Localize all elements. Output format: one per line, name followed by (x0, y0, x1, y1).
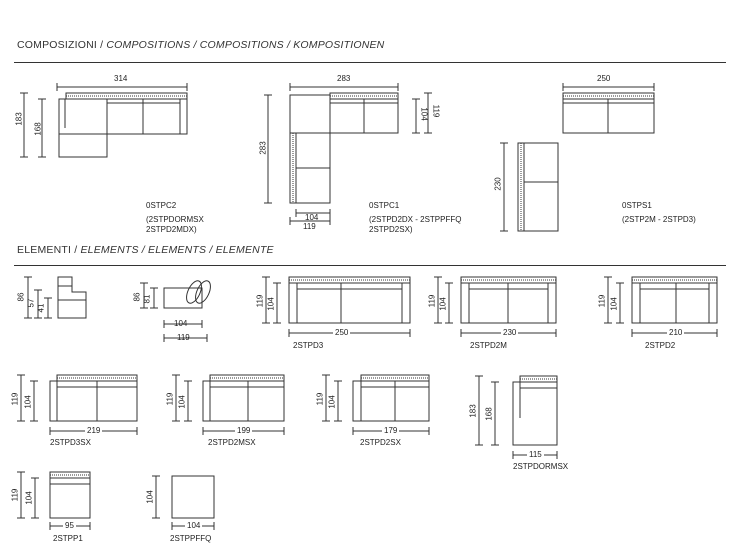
el6-width: 219 (87, 426, 101, 435)
el8-code: 2STPD2SX (360, 438, 401, 447)
el9-code: 2STPDORMSX (513, 462, 569, 471)
el10-width: 95 (65, 521, 74, 530)
el8-h-outer: 119 (315, 392, 325, 406)
el3-h-inner: 104 (266, 297, 276, 311)
comp3-height-left: 230 (493, 177, 503, 191)
el10-code: 2STPP1 (53, 534, 83, 543)
comp2-code: 0STPC1 (369, 201, 400, 210)
el2-h2: 81 (142, 294, 152, 304)
comp1-code: 0STPC2 (146, 201, 177, 210)
comp2-dim-right-inner: 104 (419, 107, 429, 121)
compositions-header-rest: COMPOSITIONS / COMPOSITIONS / KOMPOSITIONEN (106, 39, 385, 51)
el9-h-outer: 183 (468, 404, 478, 418)
el5-h-outer: 119 (597, 294, 607, 308)
el3-code: 2STPD3 (293, 341, 324, 350)
comp1-height-total: 183 (14, 112, 24, 126)
el6-code: 2STPD3SX (50, 438, 91, 447)
el6-h-inner: 104 (23, 395, 33, 409)
elements-header-rest: ELEMENTS / ELEMENTS / ELEMENTE (80, 244, 274, 256)
comp2-part-1: (2STPD2DX - 2STPPFFQ (369, 215, 462, 224)
comp2-drawing (264, 83, 432, 225)
el2-w2: 119 (177, 333, 190, 342)
elements-header-first: ELEMENTI / (17, 244, 81, 256)
comp3-part-1: (2STP2M - 2STPD3) (622, 215, 696, 224)
el4-h-outer: 119 (427, 294, 437, 308)
el7-width: 199 (237, 426, 251, 435)
comp2-bottom-inner: 104 (305, 213, 319, 222)
el10-h-outer: 119 (10, 488, 20, 502)
el4-drawing (434, 277, 556, 337)
comp2-part-2: 2STPD2SX) (369, 225, 413, 234)
comp1-height-seat: 168 (33, 122, 43, 136)
el4-h-inner: 104 (438, 297, 448, 311)
el11-code: 2STPPFFQ (170, 534, 212, 543)
el8-h-inner: 104 (327, 395, 337, 409)
el6-h-outer: 119 (10, 392, 20, 406)
el5-width: 210 (669, 328, 683, 337)
el9-width: 115 (529, 450, 542, 459)
el1-h3: 41 (36, 303, 46, 313)
el10-h-inner: 104 (24, 491, 34, 505)
el5-h-inner: 104 (609, 297, 619, 311)
comp2-bottom-outer: 119 (303, 222, 316, 231)
el7-h-inner: 104 (177, 395, 187, 409)
comp3-width: 250 (597, 74, 611, 83)
el9-h-inner: 168 (484, 407, 494, 421)
el6-drawing (17, 375, 137, 435)
comp3-code: 0STPS1 (622, 201, 652, 210)
comp1-width: 314 (114, 74, 128, 83)
el11-h-outer: 104 (145, 490, 155, 504)
el7-h-outer: 119 (165, 392, 175, 406)
comp2-height-left: 283 (258, 141, 268, 155)
el3-h-outer: 119 (255, 294, 265, 308)
el11-width: 104 (187, 521, 201, 530)
comp2-width: 283 (337, 74, 351, 83)
el4-width: 230 (503, 328, 517, 337)
el7-code: 2STPD2MSX (208, 438, 256, 447)
el8-drawing (322, 375, 429, 435)
comp2-dim-right-outer: 119 (431, 104, 441, 118)
el5-code: 2STPD2 (645, 341, 676, 350)
comp1-part-1: (2STPDORMSX (146, 215, 204, 224)
el5-drawing (604, 277, 717, 337)
el1-h1: 86 (16, 292, 26, 302)
el1-h2: 57 (26, 298, 36, 308)
compositions-header-first: COMPOSIZIONI / (17, 39, 107, 51)
el7-drawing (172, 375, 284, 435)
el2-h1: 86 (132, 292, 142, 302)
el3-width: 250 (335, 328, 349, 337)
el11-drawing (152, 476, 214, 530)
comp1-part-2: 2STPD2MDX) (146, 225, 197, 234)
el4-code: 2STPD2M (470, 341, 507, 350)
comp1-drawing (20, 83, 187, 157)
el8-width: 179 (384, 426, 398, 435)
el2-w1: 104 (174, 319, 188, 328)
